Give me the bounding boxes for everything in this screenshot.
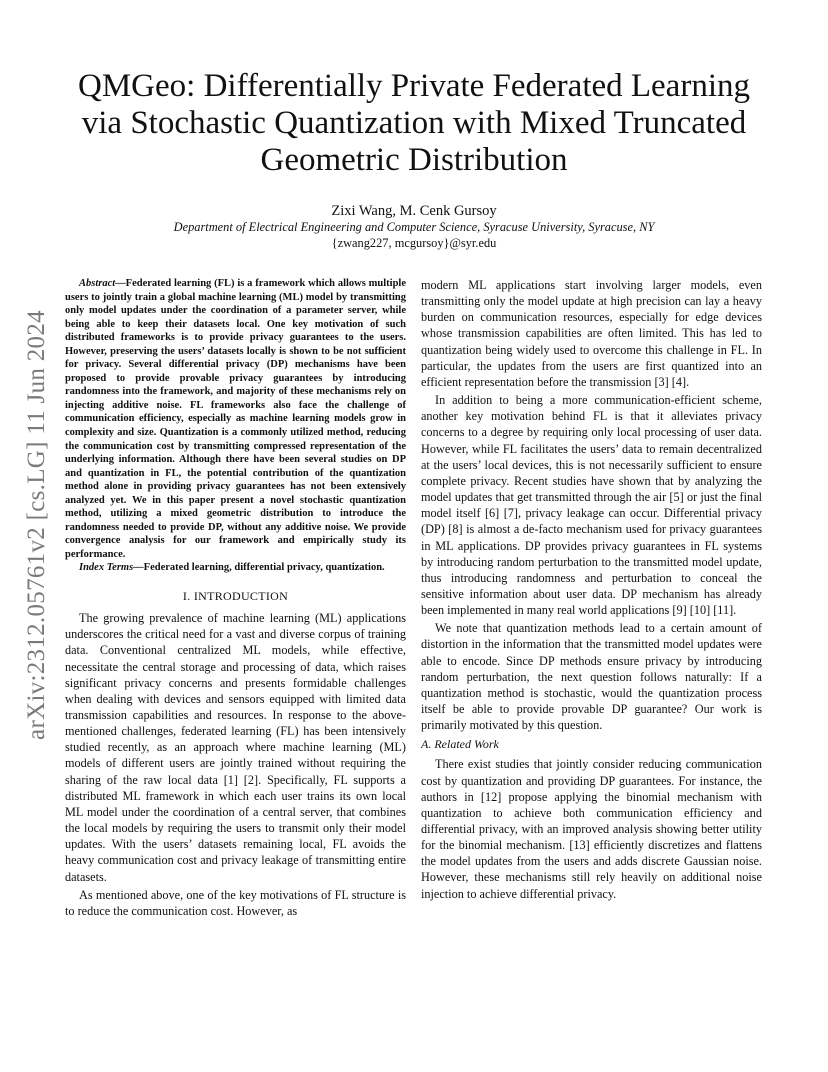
intro-paragraph-4: We note that quantization methods lead to a certain amount of distortion in the information that the transmitted model updates were able to encode. Since DP methods ensure privacy by introducing random perturbation, the next question follows naturally: If a quantization method is stochastic, would the quantization process itself be able to provide provable DP guarantee? Our work is primarily motivated by this question. [421, 621, 762, 733]
intro-paragraph-3: In addition to being a more communication-efficient scheme, another key motivation behind FL is that it alleviates privacy concerns to a degree by requiring only local processing of user data. However, while FL facilitates the users’ data to remain decentralized at the users’ local devices, this is not necessarily sufficient to ensure complete privacy. Recent studies have shown that by analyzing the model updates that get transmitted through the air [5] or just the final model itself [6] [7], privacy leakage can occur. Differential privacy (DP) [8] is almost a de-facto mechanism used for privacy guarantees in ML applications. DP provides privacy guarantees in FL systems by introducing random perturbation to the transmitted model update, thus introducing randomness and perturbation to conceal the sensitive information about user data. DP mechanism has already been implemented in many real world applications [9] [10] [11]. [421, 393, 762, 618]
related-work-paragraph-1: There exist studies that jointly consider reducing communication cost by quantization and providing DP guarantees. For instance, the authors in [12] propose applying the binomial mechanism with quantization to achieve both communication efficiency and differential privacy, with an improved analysis showing better utility for the binomial mechanism. [13] efficiently discretizes and flattens the model updates from the users and adds discrete Gaussian noise. However, these mechanisms still rely heavily on additional noise injection to achieve differential privacy. [421, 757, 762, 901]
paper-authors: Zixi Wang, M. Cenk Gursoy [331, 203, 497, 219]
abstract-paragraph [65, 277, 406, 561]
author-email: {zwang227, mcgursoy}@syr.edu [331, 236, 497, 250]
index-terms-paragraph [65, 561, 406, 575]
section-heading-introduction: I. INTRODUCTION [182, 589, 289, 604]
paper-title: QMGeo: Differentially Private Federated Learning via Stochastic Quantization with Mixed Truncated Geometric Distribution [78, 68, 750, 178]
index-terms-text: —Federated learning, differential privacy, quantization. [133, 562, 385, 574]
arxiv-identifier-text: arXiv:2312.05761v2 [cs.LG] 11 Jun 2024 [23, 310, 50, 740]
left-column [65, 277, 406, 919]
index-terms-lead: Index Terms [79, 562, 134, 574]
intro-paragraph-2: As mentioned above, one of the key motivations of FL structure is to reduce the communication cost. However, as [65, 887, 406, 918]
author-affiliation: Department of Electrical Engineering and Computer Science, Syracuse University, Syracuse, NY [173, 220, 655, 234]
abstract-lead: Abstract [79, 278, 116, 289]
subsection-heading-related-work: A. Related Work [421, 737, 499, 752]
intro-paragraph-2-continued: modern ML applications start involving larger models, even transmitting only the model update at high precision can lay a heavy burden on communication resources, especially for edge devices whose transmission capabilities are often limited. This has led to quantization being widely used to overcome this challenge in FL. In particular, the updates from the users are first quantized into an efficient representation before the transmission [3] [4]. [421, 278, 762, 389]
intro-paragraph-1: The growing prevalence of machine learning (ML) applications underscores the critical need for a vast and diverse corpus of training data. Conventional centralized ML models, while effective, necessitate the central storage and processing of data, which raises significant privacy concerns and presents formidable challenges when dealing with devices and sensors equipped with limited data transmission capabilities and resources. In response to the above-mentioned challenges, federated learning (FL) has been intensively studied recently, as an approach where machine learning (ML) models of different users are jointly trained without requiring the sharing of the raw local data [1] [2]. Specifically, FL supports a distributed ML framework in which each user trains its own local ML model under the coordination of a central server, that combines the local models by requiring the users to transmit only their model updates. With the users’ datasets remaining local, FL avoids the heavy communication cost and privacy leakage of transmitting entire datasets. [65, 611, 406, 884]
right-column [421, 277, 762, 902]
arxiv-identifier-stamp [23, 290, 51, 760]
abstract-text: —Federated learning (FL) is a framework which allows multiple users to jointly train a global machine learning (ML) model by transmitting only model updates under the coordination of a parameter server, while being able to keep their datasets local. One key motivation of such distributed frameworks is to provide privacy guarantees to the users. However, preserving the users’ datasets locally is shown to be not sufficient for privacy. Several differential privacy (DP) mechanisms have been proposed to provide provable privacy guarantees by introducing randomness into the framework, and majority of these mechanisms rely on injecting additive noise. FL frameworks also face the challenge of communication efficiency, especially as machine learning models grow in complexity and size. Quantization is a commonly utilized method, reducing the communication cost by transmitting compressed representation of the underlying information. Although there have been several studies on DP and quantization in FL, the potential contribution of the quantization method alone in providing privacy guarantees has not been extensively analyzed yet. We in this paper present a novel stochastic quantization method, utilizing a mixed geometric distribution to introduce the randomness needed to provide DP, without any additive noise. We provide convergence analysis for our framework and empirically study its performance. [65, 278, 406, 560]
